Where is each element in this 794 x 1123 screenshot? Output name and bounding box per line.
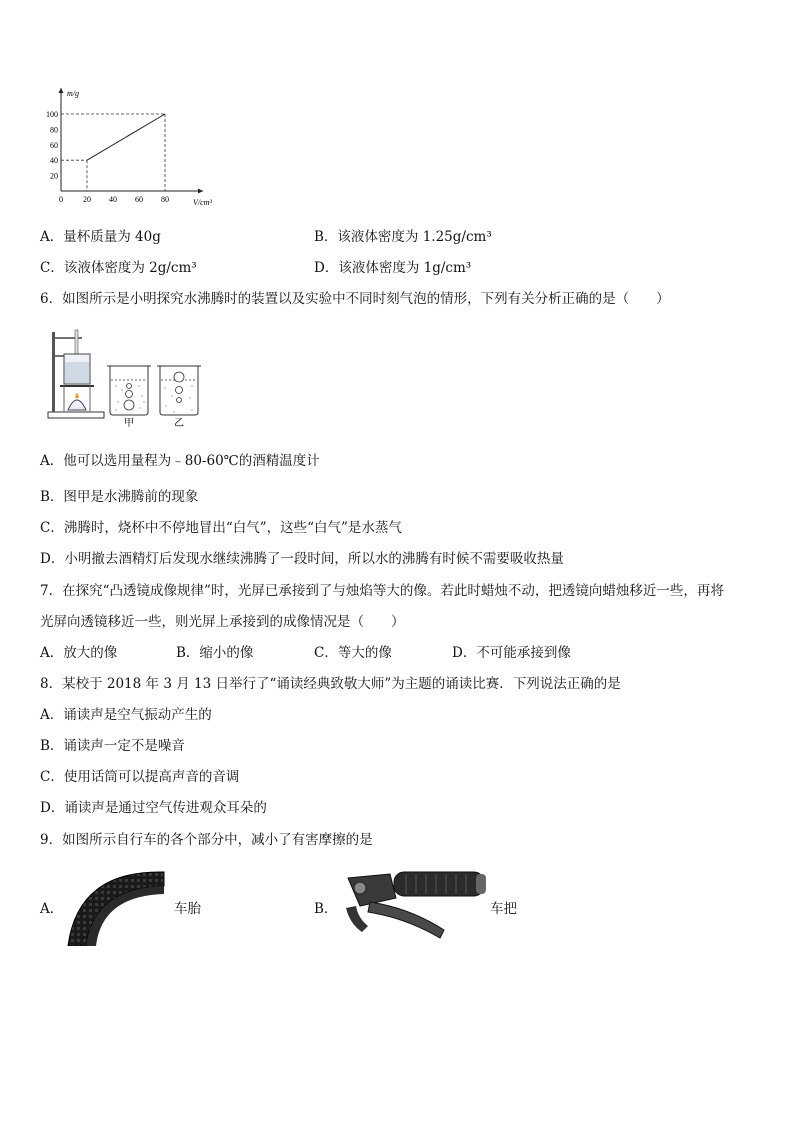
y-tick-label: 80 [50, 125, 58, 135]
q7-option-a: A．放大的像 [40, 645, 118, 661]
q9-option-b-text: 车把 [490, 901, 517, 917]
tire-svg [64, 866, 168, 946]
q5-option-c: C．该液体密度为 2g/cm³ [40, 260, 197, 276]
q9-stem: 9．如图所示自行车的各个部分中，减小了有害摩擦的是 [40, 832, 373, 848]
q9-option-a-text: 车胎 [174, 901, 201, 917]
q8-stem: 8．某校于 2018 年 3 月 13 日举行了“诵读经典致敬大师”为主题的诵读比赛．下列说法正确的是 [40, 676, 621, 692]
q8-option-b: B．诵读声一定不是噪音 [40, 738, 185, 754]
q6-option-d: D．小明撤去酒精灯后发现水继续沸腾了一段时间，所以水的沸腾有时候不需要吸收热量 [40, 551, 564, 567]
handlebar-svg [340, 868, 488, 944]
q5-option-b: B．该液体密度为 1.25g/cm³ [314, 229, 492, 245]
boiling-apparatus-figure [44, 326, 214, 430]
q9-option-b-letter: B． [314, 901, 338, 917]
q7-option-d: D．不可能承接到像 [452, 645, 571, 661]
y-axis-arrow [59, 88, 64, 93]
y-axis-label: m/g [67, 89, 79, 98]
graph-svg [38, 84, 258, 212]
y-tick-label: 60 [50, 140, 58, 150]
q5-option-a: A．量杯质量为 40g [40, 229, 161, 245]
q8-option-d: D．诵读声是通过空气传进观众耳朵的 [40, 800, 267, 816]
q7-option-c: C．等大的像 [314, 645, 392, 661]
x-tick-label: 0 [59, 195, 63, 204]
q6-stem: 6．如图所示是小明探究水沸腾时的装置以及实验中不同时刻气泡的情形，下列有关分析正确的是（ ） [40, 291, 670, 307]
boiling-apparatus-svg [44, 326, 214, 430]
q8-option-a: A．诵读声是空气振动产生的 [40, 707, 212, 723]
x-axis-arrow [198, 189, 203, 194]
y-tick-label: 40 [50, 156, 58, 166]
tire-image [64, 866, 168, 946]
q8-option-c: C．使用话筒可以提高声音的音调 [40, 769, 240, 785]
x-tick-label: 80 [161, 195, 169, 204]
q6-option-a: A．他可以选用量程为﹣80-60℃的酒精温度计 [40, 453, 320, 469]
x-axis-label: V/cm³ [193, 198, 212, 207]
q6-option-b: B．图甲是水沸腾前的现象 [40, 489, 199, 505]
q6-option-c: C．沸腾时，烧杯中不停地冒出“白气”，这些“白气”是水蒸气 [40, 520, 402, 536]
x-tick-label: 40 [109, 195, 117, 204]
y-tick-label: 100 [46, 110, 58, 119]
label-yi: 乙 [174, 418, 184, 429]
x-tick-label: 20 [83, 195, 91, 204]
x-tick-label: 60 [135, 195, 143, 204]
q7-stem-line1: 7．在探究“凸透镜成像规律”时，光屏已承接到了与烛焰等大的像。若此时蜡烛不动，把透镜向蜡烛移近一些，再将 [40, 583, 724, 599]
q5-option-d: D．该液体密度为 1g/cm³ [314, 260, 472, 276]
y-tick-label: 20 [50, 171, 58, 181]
handlebar-image [340, 868, 488, 944]
q7-option-b: B．缩小的像 [176, 645, 254, 661]
mass-volume-graph [38, 84, 258, 212]
label-jia: 甲 [124, 418, 134, 429]
q9-option-a-letter: A． [40, 901, 64, 917]
q7-stem-line2: 光屏向透镜移近一些，则光屏上承接到的成像情况是（ ） [40, 614, 405, 630]
data-line [87, 114, 165, 160]
